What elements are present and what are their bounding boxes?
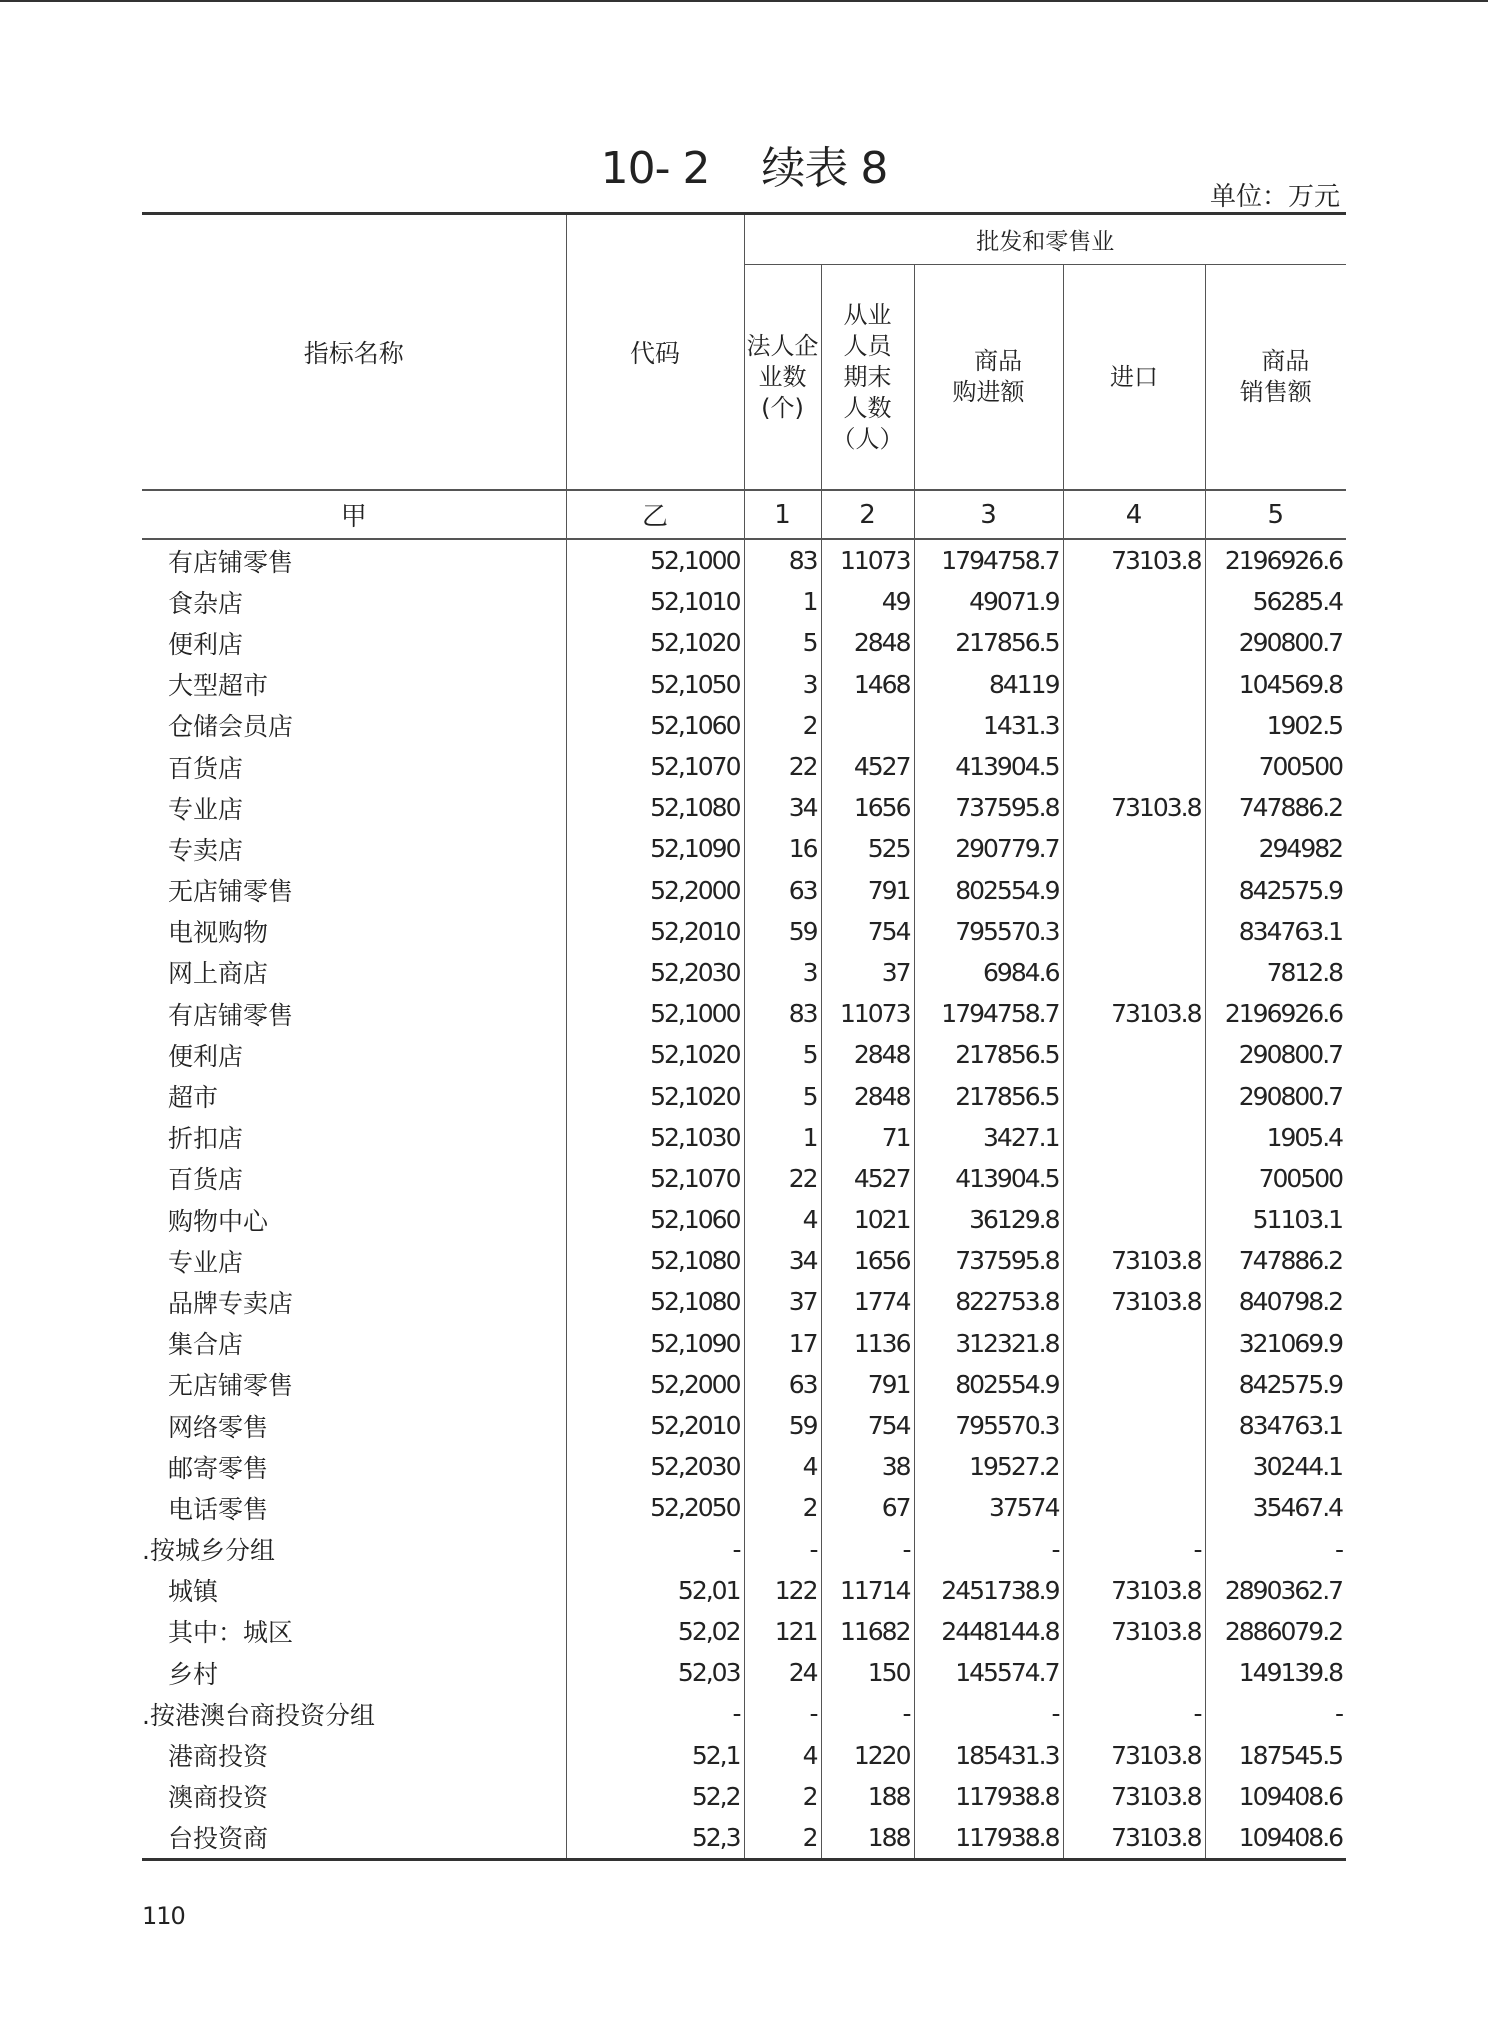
- cell-employees: 1468: [821, 664, 914, 705]
- cell-code: 52,1020: [566, 1075, 744, 1116]
- header-line: （人）: [831, 424, 904, 453]
- cell-import: 73103.8: [1063, 1776, 1205, 1817]
- header-line: 期末: [843, 362, 892, 391]
- cell-indicator-name: 台投资商: [142, 1817, 566, 1860]
- header-label: 商品销售额: [1239, 347, 1312, 406]
- header-indicator-name: 指标名称: [142, 214, 566, 491]
- column-index-label: 1: [744, 490, 821, 539]
- table-row: [142, 787, 1346, 828]
- header-enterprise-count: [744, 265, 821, 491]
- cell-import: 73103.8: [1063, 1570, 1205, 1611]
- cell-indicator-name: 专业店: [168, 794, 244, 824]
- cell-import: [1063, 952, 1205, 993]
- cell-indicator-name: 专业店: [168, 1247, 244, 1277]
- column-index-label: 4: [1063, 490, 1205, 539]
- cell-employees: 1774: [821, 1281, 914, 1322]
- table-row: [142, 870, 1346, 911]
- table-row: [142, 705, 1346, 746]
- cell-import: [1063, 1323, 1205, 1364]
- cell-indicator-name: 便利店: [168, 1041, 244, 1071]
- cell-sales-amount: 7812.8: [1205, 952, 1346, 993]
- cell-purchase-amount: 795570.3: [914, 1405, 1063, 1446]
- cell-indicator-name: 超市: [168, 1083, 219, 1113]
- header-line: (个): [761, 393, 804, 422]
- cell-indicator-name: 有店铺零售: [168, 547, 294, 577]
- table-row: [142, 1776, 1346, 1817]
- cell-employees: 4527: [821, 1158, 914, 1199]
- cell-employees: 67: [821, 1487, 914, 1528]
- cell-indicator-name: 有店铺零售: [168, 1000, 294, 1030]
- cell-purchase-amount: 217856.5: [914, 622, 1063, 663]
- cell-employees: 2848: [821, 1075, 914, 1116]
- cell-code: 52,1020: [566, 1034, 744, 1075]
- cell-sales-amount: 56285.4: [1205, 581, 1346, 622]
- cell-enterprise-count: 34: [744, 1240, 821, 1281]
- cell-enterprise-count: 22: [744, 1158, 821, 1199]
- page-number: 110: [142, 1902, 185, 1930]
- cell-enterprise-count: 5: [744, 1075, 821, 1116]
- cell-code: 52,1080: [566, 787, 744, 828]
- cell-enterprise-count: 1: [744, 581, 821, 622]
- cell-code: 52,1070: [566, 1158, 744, 1199]
- cell-sales-amount: 294982: [1205, 828, 1346, 869]
- cell-import: 73103.8: [1063, 1817, 1205, 1860]
- cell-sales-amount: 290800.7: [1205, 1075, 1346, 1116]
- cell-indicator-name: 港商投资: [168, 1742, 269, 1772]
- cell-sales-amount: 1905.4: [1205, 1117, 1346, 1158]
- cell-import: [1063, 1446, 1205, 1487]
- cell-sales-amount: 840798.2: [1205, 1281, 1346, 1322]
- cell-indicator-name: 乡村: [168, 1659, 219, 1689]
- cell-purchase-amount: 312321.8: [914, 1323, 1063, 1364]
- cell-sales-amount: 104569.8: [1205, 664, 1346, 705]
- cell-indicator-name: 便利店: [168, 629, 244, 659]
- cell-indicator-name: 大型超市: [168, 671, 269, 701]
- cell-code: 52,2000: [566, 870, 744, 911]
- cell-import: [1063, 1652, 1205, 1693]
- cell-enterprise-count: 4: [744, 1446, 821, 1487]
- cell-purchase-amount: 6984.6: [914, 952, 1063, 993]
- cell-code: 52,03: [566, 1652, 744, 1693]
- table-row: [142, 828, 1346, 869]
- table-row: [142, 581, 1346, 622]
- cell-code: 52,1080: [566, 1281, 744, 1322]
- cell-enterprise-count: 22: [744, 746, 821, 787]
- column-index-label: 3: [914, 490, 1063, 539]
- cell-employees: 71: [821, 1117, 914, 1158]
- cell-sales-amount: 700500: [1205, 1158, 1346, 1199]
- cell-code: 52,1000: [566, 539, 744, 581]
- cell-code: 52,1090: [566, 828, 744, 869]
- table-row: [142, 1405, 1346, 1446]
- header-line: 人数: [843, 393, 892, 422]
- cell-purchase-amount: 49071.9: [914, 581, 1063, 622]
- cell-enterprise-count: 2: [744, 705, 821, 746]
- table-row: [142, 1734, 1346, 1775]
- header-line: 人员: [843, 331, 892, 360]
- cell-import: [1063, 1034, 1205, 1075]
- cell-employees: 525: [821, 828, 914, 869]
- cell-code: 52,1020: [566, 622, 744, 663]
- cell-purchase-amount: 2451738.9: [914, 1570, 1063, 1611]
- cell-purchase-amount: 217856.5: [914, 1034, 1063, 1075]
- cell-enterprise-count: 63: [744, 1364, 821, 1405]
- header-line: 法人企: [746, 331, 819, 360]
- cell-enterprise-count: 2: [744, 1487, 821, 1528]
- cell-import: [1063, 1487, 1205, 1528]
- table-row: [142, 746, 1346, 787]
- cell-sales-amount: 2196926.6: [1205, 993, 1346, 1034]
- cell-indicator-name: .按港澳台商投资分组: [142, 1700, 375, 1730]
- cell-purchase-amount: 1794758.7: [914, 993, 1063, 1034]
- cell-purchase-amount: 117938.8: [914, 1817, 1063, 1860]
- table-row: [142, 1487, 1346, 1528]
- cell-purchase-amount: 795570.3: [914, 911, 1063, 952]
- cell-purchase-amount: 802554.9: [914, 870, 1063, 911]
- cell-sales-amount: 321069.9: [1205, 1323, 1346, 1364]
- cell-import: -: [1063, 1529, 1205, 1570]
- cell-code: 52,1080: [566, 1240, 744, 1281]
- cell-enterprise-count: 3: [744, 952, 821, 993]
- table-row: [142, 1446, 1346, 1487]
- cell-code: 52,1000: [566, 993, 744, 1034]
- cell-code: 52,1090: [566, 1323, 744, 1364]
- cell-indicator-name: 其中：城区: [168, 1618, 294, 1648]
- cell-purchase-amount: 413904.5: [914, 1158, 1063, 1199]
- column-index-label: 2: [821, 490, 914, 539]
- cell-employees: 1021: [821, 1199, 914, 1240]
- cell-employees: [821, 705, 914, 746]
- cell-import: [1063, 911, 1205, 952]
- cell-employees: 4527: [821, 746, 914, 787]
- cell-sales-amount: 51103.1: [1205, 1199, 1346, 1240]
- header-import: [1063, 265, 1205, 491]
- cell-enterprise-count: 2: [744, 1776, 821, 1817]
- table-row: [142, 993, 1346, 1034]
- table-row: [142, 664, 1346, 705]
- cell-indicator-name: 仓储会员店: [168, 712, 294, 742]
- cell-employees: 2848: [821, 1034, 914, 1075]
- cell-sales-amount: 109408.6: [1205, 1776, 1346, 1817]
- table-row: [142, 1117, 1346, 1158]
- cell-code: 52,1060: [566, 705, 744, 746]
- cell-sales-amount: 700500: [1205, 746, 1346, 787]
- cell-sales-amount: 290800.7: [1205, 1034, 1346, 1075]
- cell-import: [1063, 664, 1205, 705]
- cell-sales-amount: 834763.1: [1205, 1405, 1346, 1446]
- cell-indicator-name: 食杂店: [168, 588, 244, 618]
- group-header-row: [142, 1529, 1346, 1570]
- cell-import: 73103.8: [1063, 1240, 1205, 1281]
- cell-code: -: [566, 1529, 744, 1570]
- cell-enterprise-count: 2: [744, 1817, 821, 1860]
- cell-employees: 11682: [821, 1611, 914, 1652]
- cell-indicator-name: 专卖店: [168, 835, 244, 865]
- cell-import: [1063, 705, 1205, 746]
- table-row: [142, 1323, 1346, 1364]
- header-label: 商品购进额: [952, 347, 1025, 406]
- cell-employees: 188: [821, 1776, 914, 1817]
- unit-label: 单位：万元: [1209, 182, 1340, 212]
- group-header-row: [142, 1693, 1346, 1734]
- header-code: 代码: [566, 214, 744, 491]
- cell-purchase-amount: 1431.3: [914, 705, 1063, 746]
- column-index-label: 甲: [142, 490, 566, 539]
- cell-purchase-amount: 36129.8: [914, 1199, 1063, 1240]
- cell-import: 73103.8: [1063, 1281, 1205, 1322]
- header-sales-amount: [1205, 265, 1346, 491]
- cell-purchase-amount: 3427.1: [914, 1117, 1063, 1158]
- cell-enterprise-count: 5: [744, 1034, 821, 1075]
- cell-code: 52,2000: [566, 1364, 744, 1405]
- cell-indicator-name: 百货店: [168, 1165, 244, 1195]
- table-row: [142, 1817, 1346, 1860]
- table-row: [142, 1364, 1346, 1405]
- table-row: [142, 622, 1346, 663]
- cell-code: 52,2050: [566, 1487, 744, 1528]
- cell-enterprise-count: 5: [744, 622, 821, 663]
- cell-code: 52,2010: [566, 1405, 744, 1446]
- cell-import: 73103.8: [1063, 1734, 1205, 1775]
- cell-purchase-amount: 737595.8: [914, 787, 1063, 828]
- cell-purchase-amount: 737595.8: [914, 1240, 1063, 1281]
- header-line: 业数: [758, 362, 807, 391]
- cell-sales-amount: 842575.9: [1205, 870, 1346, 911]
- cell-sales-amount: 2890362.7: [1205, 1570, 1346, 1611]
- cell-purchase-amount: 84119: [914, 664, 1063, 705]
- table-row: [142, 1652, 1346, 1693]
- cell-import: [1063, 870, 1205, 911]
- cell-indicator-name: 网络零售: [168, 1412, 269, 1442]
- header-purchase-amount: [914, 265, 1063, 491]
- cell-code: 52,1030: [566, 1117, 744, 1158]
- cell-import: [1063, 1199, 1205, 1240]
- cell-import: [1063, 828, 1205, 869]
- cell-sales-amount: 2886079.2: [1205, 1611, 1346, 1652]
- cell-employees: 791: [821, 1364, 914, 1405]
- column-index-label: 乙: [566, 490, 744, 539]
- table-row: [142, 1199, 1346, 1240]
- table-row: [142, 1158, 1346, 1199]
- cell-enterprise-count: 1: [744, 1117, 821, 1158]
- cell-enterprise-count: 83: [744, 539, 821, 581]
- cell-code: 52,2010: [566, 911, 744, 952]
- cell-purchase-amount: -: [914, 1529, 1063, 1570]
- cell-employees: 188: [821, 1817, 914, 1860]
- cell-indicator-name: 澳商投资: [168, 1783, 269, 1813]
- cell-enterprise-count: -: [744, 1693, 821, 1734]
- table-row: [142, 1240, 1346, 1281]
- cell-purchase-amount: 413904.5: [914, 746, 1063, 787]
- cell-indicator-name: 品牌专卖店: [168, 1288, 294, 1318]
- cell-code: 52,01: [566, 1570, 744, 1611]
- cell-import: [1063, 1364, 1205, 1405]
- cell-code: 52,2030: [566, 952, 744, 993]
- cell-enterprise-count: 121: [744, 1611, 821, 1652]
- cell-sales-amount: 842575.9: [1205, 1364, 1346, 1405]
- cell-enterprise-count: 17: [744, 1323, 821, 1364]
- cell-code: -: [566, 1693, 744, 1734]
- header-line: 进口: [1110, 362, 1158, 391]
- cell-import: 73103.8: [1063, 787, 1205, 828]
- cell-enterprise-count: 4: [744, 1199, 821, 1240]
- cell-code: 52,1: [566, 1734, 744, 1775]
- cell-employees: 150: [821, 1652, 914, 1693]
- header-employees: [821, 265, 914, 491]
- cell-sales-amount: 149139.8: [1205, 1652, 1346, 1693]
- cell-employees: 37: [821, 952, 914, 993]
- statistics-table: [142, 212, 1346, 1861]
- cell-indicator-name: 城镇: [168, 1577, 219, 1607]
- cell-employees: 1656: [821, 1240, 914, 1281]
- cell-purchase-amount: 19527.2: [914, 1446, 1063, 1487]
- cell-enterprise-count: 37: [744, 1281, 821, 1322]
- cell-enterprise-count: 122: [744, 1570, 821, 1611]
- cell-indicator-name: 无店铺零售: [168, 1371, 294, 1401]
- cell-enterprise-count: 59: [744, 1405, 821, 1446]
- header-line: 从业: [843, 300, 892, 329]
- cell-sales-amount: 2196926.6: [1205, 539, 1346, 581]
- cell-indicator-name: 折扣店: [168, 1124, 244, 1154]
- cell-enterprise-count: 16: [744, 828, 821, 869]
- cell-indicator-name: .按城乡分组: [142, 1536, 275, 1566]
- cell-purchase-amount: 37574: [914, 1487, 1063, 1528]
- cell-employees: 11073: [821, 539, 914, 581]
- cell-import: [1063, 622, 1205, 663]
- cell-sales-amount: 109408.6: [1205, 1817, 1346, 1860]
- cell-code: 52,1060: [566, 1199, 744, 1240]
- column-index-label: 5: [1205, 490, 1346, 539]
- cell-import: [1063, 581, 1205, 622]
- cell-import: 73103.8: [1063, 993, 1205, 1034]
- cell-enterprise-count: -: [744, 1529, 821, 1570]
- cell-sales-amount: 290800.7: [1205, 622, 1346, 663]
- cell-import: 73103.8: [1063, 539, 1205, 581]
- cell-indicator-name: 邮寄零售: [168, 1453, 269, 1483]
- cell-indicator-name: 购物中心: [168, 1206, 269, 1236]
- cell-import: [1063, 746, 1205, 787]
- cell-purchase-amount: 185431.3: [914, 1734, 1063, 1775]
- cell-enterprise-count: 3: [744, 664, 821, 705]
- cell-employees: 11073: [821, 993, 914, 1034]
- cell-employees: 791: [821, 870, 914, 911]
- cell-indicator-name: 电话零售: [168, 1494, 269, 1524]
- cell-purchase-amount: -: [914, 1693, 1063, 1734]
- cell-employees: 2848: [821, 622, 914, 663]
- cell-code: 52,1070: [566, 746, 744, 787]
- cell-employees: 38: [821, 1446, 914, 1487]
- cell-code: 52,1010: [566, 581, 744, 622]
- table-row: [142, 539, 1346, 581]
- cell-enterprise-count: 34: [744, 787, 821, 828]
- table-row: [142, 1281, 1346, 1322]
- table-row: [142, 1034, 1346, 1075]
- cell-employees: -: [821, 1693, 914, 1734]
- table-row: [142, 1075, 1346, 1116]
- cell-enterprise-count: 59: [744, 911, 821, 952]
- cell-purchase-amount: 2448144.8: [914, 1611, 1063, 1652]
- cell-enterprise-count: 4: [744, 1734, 821, 1775]
- cell-employees: 1656: [821, 787, 914, 828]
- cell-code: 52,3: [566, 1817, 744, 1860]
- cell-indicator-name: 电视购物: [168, 918, 269, 948]
- cell-sales-amount: 747886.2: [1205, 1240, 1346, 1281]
- table-row: [142, 911, 1346, 952]
- cell-employees: 754: [821, 1405, 914, 1446]
- cell-indicator-name: 网上商店: [168, 959, 269, 989]
- cell-employees: 754: [821, 911, 914, 952]
- cell-sales-amount: 187545.5: [1205, 1734, 1346, 1775]
- cell-purchase-amount: 117938.8: [914, 1776, 1063, 1817]
- table-body: [142, 539, 1346, 1860]
- cell-sales-amount: 747886.2: [1205, 787, 1346, 828]
- cell-purchase-amount: 217856.5: [914, 1075, 1063, 1116]
- cell-sales-amount: 834763.1: [1205, 911, 1346, 952]
- cell-sales-amount: 30244.1: [1205, 1446, 1346, 1487]
- table-row: [142, 1570, 1346, 1611]
- cell-enterprise-count: 24: [744, 1652, 821, 1693]
- cell-employees: -: [821, 1529, 914, 1570]
- cell-employees: 49: [821, 581, 914, 622]
- header-group-wholesale-retail: 批发和零售业: [744, 214, 1346, 265]
- cell-purchase-amount: 802554.9: [914, 1364, 1063, 1405]
- cell-code: 52,1050: [566, 664, 744, 705]
- table-title: 10- 2 续表 8: [600, 143, 888, 194]
- cell-sales-amount: 35467.4: [1205, 1487, 1346, 1528]
- table-row: [142, 1611, 1346, 1652]
- cell-sales-amount: 1902.5: [1205, 705, 1346, 746]
- cell-enterprise-count: 63: [744, 870, 821, 911]
- cell-enterprise-count: 83: [744, 993, 821, 1034]
- cell-indicator-name: 无店铺零售: [168, 877, 294, 907]
- cell-employees: 11714: [821, 1570, 914, 1611]
- cell-employees: 1136: [821, 1323, 914, 1364]
- cell-employees: 1220: [821, 1734, 914, 1775]
- cell-code: 52,02: [566, 1611, 744, 1652]
- page-top-border: [0, 0, 1488, 2]
- cell-indicator-name: 百货店: [168, 753, 244, 783]
- cell-purchase-amount: 145574.7: [914, 1652, 1063, 1693]
- cell-purchase-amount: 290779.7: [914, 828, 1063, 869]
- cell-indicator-name: 集合店: [168, 1330, 244, 1360]
- cell-import: -: [1063, 1693, 1205, 1734]
- cell-sales-amount: -: [1205, 1693, 1346, 1734]
- cell-purchase-amount: 822753.8: [914, 1281, 1063, 1322]
- cell-import: [1063, 1117, 1205, 1158]
- cell-code: 52,2030: [566, 1446, 744, 1487]
- cell-code: 52,2: [566, 1776, 744, 1817]
- cell-import: [1063, 1075, 1205, 1116]
- cell-import: [1063, 1405, 1205, 1446]
- cell-import: 73103.8: [1063, 1611, 1205, 1652]
- cell-sales-amount: -: [1205, 1529, 1346, 1570]
- cell-purchase-amount: 1794758.7: [914, 539, 1063, 581]
- cell-import: [1063, 1158, 1205, 1199]
- table-row: [142, 952, 1346, 993]
